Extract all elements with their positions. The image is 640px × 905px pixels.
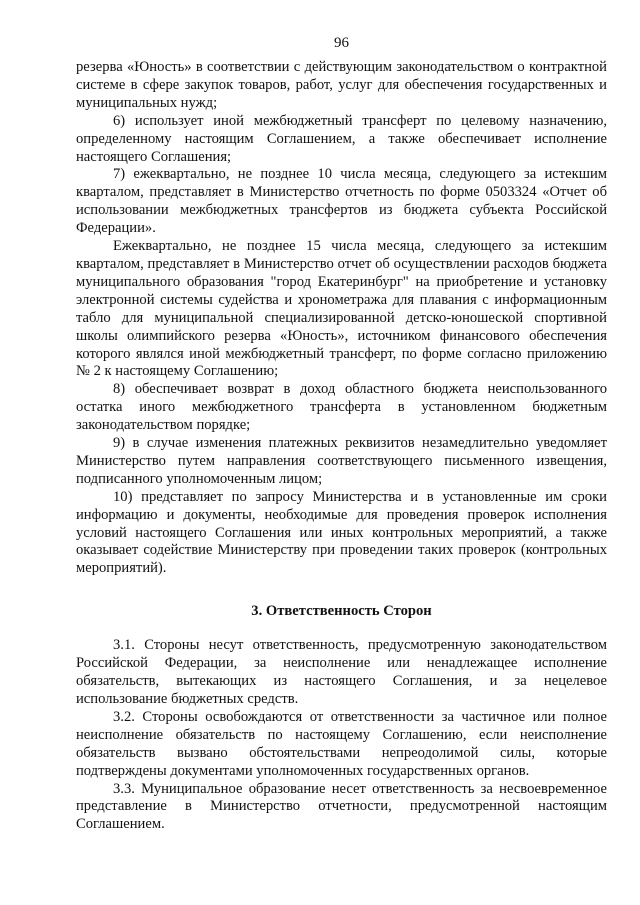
paragraph-item-6: 6) использует иной межбюджетный трансферт по целевому назначению, определенному настоящим Соглашением, а также обеспечивает исполнение настоящего Соглашения;	[76, 112, 607, 165]
section-heading: 3. Ответственность Сторон	[251, 603, 432, 620]
paragraph-item-7: 7) ежеквартально, не позднее 10 числа месяца, следующего за истекшим кварталом, представляет в Министерство отчетность по форме 0503324 «Отчет об использовании межбюджетных трансфертов из бюджета субъекта Российской Федерации».	[76, 166, 607, 237]
paragraph-reserve-continuation: резерва «Юность» в соответствии с действующим законодательством о контрактной системе в сфере закупок товаров, работ, услуг для обеспечения государственных и муниципальных нужд;	[76, 59, 607, 111]
paragraph-item-8: 8) обеспечивает возврат в доход областного бюджета неиспользованного остатка иного межбюджетного трансферта в установленном бюджетным законодательством порядке;	[76, 381, 607, 434]
paragraph-3-2: 3.2. Стороны освобождаются от ответственности за частичное или полное неисполнение обязательств по настоящему Соглашению, если неисполнение обязательств вызвано обстоятельствами непреодолимой силы, которые подтверждены документами уполномоченных государственных органов.	[76, 708, 607, 779]
paragraph-item-10: 10) представляет по запросу Министерства и в установленные им сроки информацию и документы, необходимые для проведения проверок исполнения условий настоящего Соглашения или иных контрольных мероприятий, а также оказывает содействие Министерству при проведении таких проверок (контрольных мероприятий).	[76, 488, 607, 577]
paragraph-3-3: 3.3. Муниципальное образование несет ответственность за несвоевременное представление в Министерство отчетности, предусмотренной настоящим Соглашением.	[76, 780, 607, 833]
paragraph-item-9: 9) в случае изменения платежных реквизитов незамедлительно уведомляет Министерство путем направления соответствующего письменного извещения, подписанного уполномоченным лицом;	[76, 435, 607, 487]
page-number: 96	[334, 35, 349, 51]
paragraph-3-1: 3.1. Стороны несут ответственность, предусмотренную законодательством Российской Федерации, за неисполнение или ненадлежащее исполнение обязательств, вытекающих из настоящего Соглашения, и за нецелевое использование бюджетных средств.	[76, 637, 607, 707]
paragraph-quarterly-report: Ежеквартально, не позднее 15 числа месяца, следующего за истекшим кварталом, представляет в Министерство отчет об осуществлении расходов бюджета муниципального образования "город Екатеринбург" на приобретение и установку электронной системы судейства и хронометража для плавания с информационным табло для муниципальной специализированной детско-юношеской спортивной школы олимпийского резерва «Юность», источником финансового обеспечения которого являлся иной межбюджетный трансферт, по форме согласно приложению № 2 к настоящему Соглашению;	[76, 238, 607, 380]
